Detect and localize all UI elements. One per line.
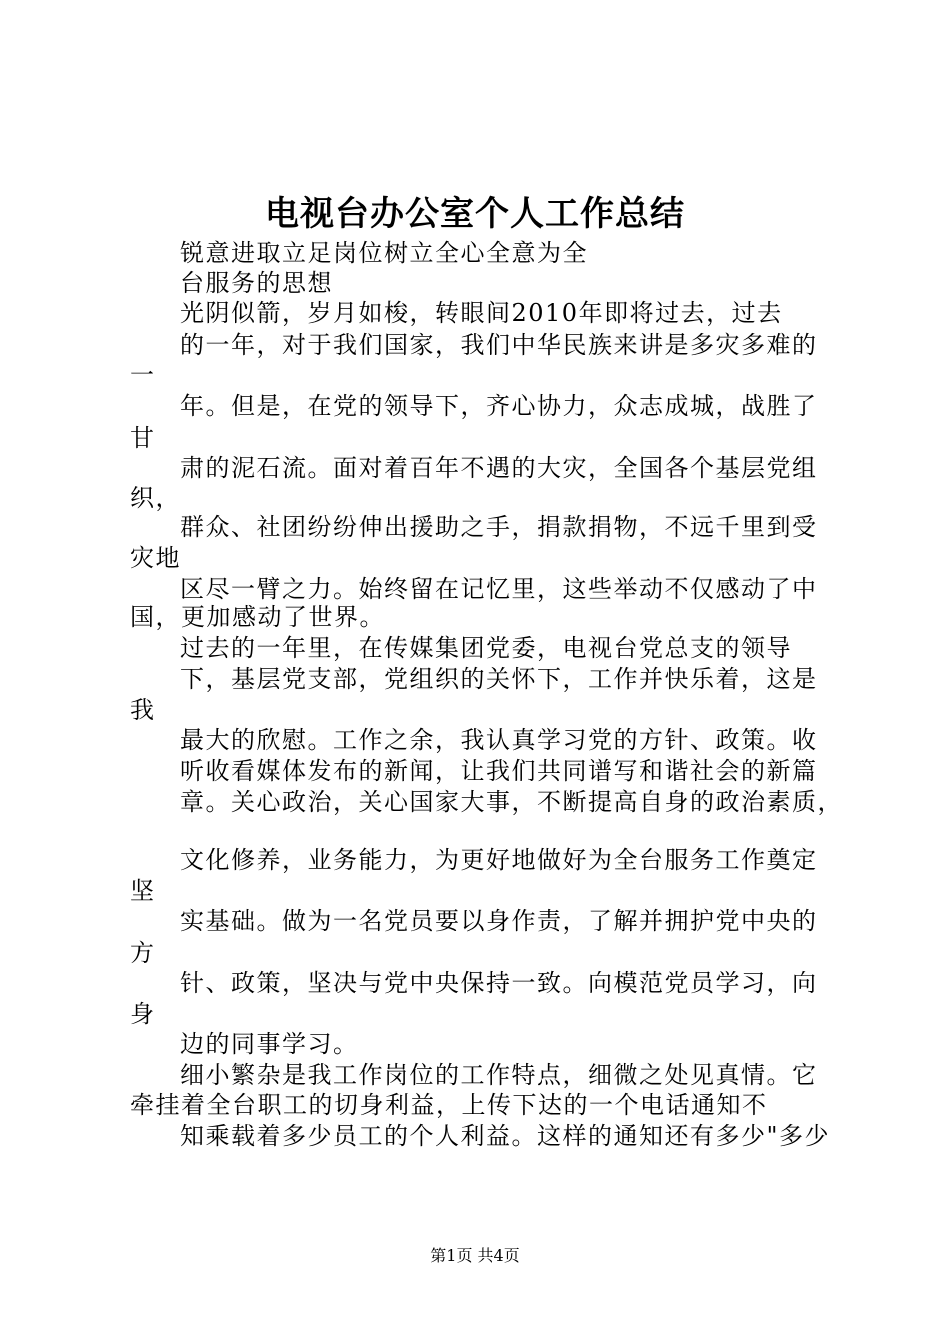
body-line: 文化修养，业务能力，为更好地做好为全台服务工作奠定	[180, 846, 818, 874]
body-line: 织，	[130, 484, 181, 512]
page-number-footer: 第1页 共4页	[430, 1246, 520, 1265]
body-line: 细小繁杂是我工作岗位的工作特点，细微之处见真情。它	[180, 1061, 818, 1089]
body-line: 方	[130, 939, 156, 967]
body-line: 最大的欣慰。工作之余，我认真学习党的方针、政策。收	[180, 726, 818, 754]
body-line: 光阴似箭，岁月如梭，转眼间2010年即将过去，过去	[180, 299, 783, 327]
body-line: 章。关心政治，关心国家大事，不断提高自身的政治素质，	[180, 788, 843, 816]
body-line: 下，基层党支部，党组织的关怀下，工作并快乐着，这是	[180, 665, 818, 693]
body-line: 身	[130, 1000, 156, 1028]
body-line: 国，更加感动了世界。	[130, 603, 385, 631]
body-line: 针、政策，坚决与党中央保持一致。向模范党员学习，向	[180, 969, 818, 997]
body-line: 年。但是，在党的领导下，齐心协力，众志成城，战胜了	[180, 392, 818, 420]
body-line: 听收看媒体发布的新闻，让我们共同谱写和谐社会的新篇	[180, 757, 818, 785]
body-line: 区尽一臂之力。始终留在记忆里，这些举动不仅感动了中	[180, 575, 818, 603]
body-line: 过去的一年里，在传媒集团党委，电视台党总支的领导	[180, 634, 792, 662]
body-line: 甘	[130, 424, 156, 452]
body-line: 锐意进取立足岗位树立全心全意为全	[180, 239, 588, 267]
body-line: 边的同事学习。	[180, 1030, 359, 1058]
body-line: 我	[130, 696, 156, 724]
body-line: 知乘载着多少员工的个人利益。这样的通知还有多少"多少	[180, 1122, 831, 1150]
body-line: 台服务的思想	[180, 269, 333, 297]
body-line: 肃的泥石流。面对着百年不遇的大灾，全国各个基层党组	[180, 454, 818, 482]
body-line: 一	[130, 361, 156, 389]
document-title: 电视台办公室个人工作总结	[265, 194, 685, 234]
body-line: 实基础。做为一名党员要以身作责，了解并拥护党中央的	[180, 907, 818, 935]
body-line: 群众、社团纷纷伸出援助之手，捐款捐物，不远千里到受	[180, 513, 818, 541]
body-line: 的一年，对于我们国家，我们中华民族来讲是多灾多难的	[180, 331, 818, 359]
body-line: 坚	[130, 877, 156, 905]
body-line: 牵挂着全台职工的切身利益，上传下达的一个电话通知不	[130, 1091, 768, 1119]
body-line: 灾地	[130, 544, 181, 572]
